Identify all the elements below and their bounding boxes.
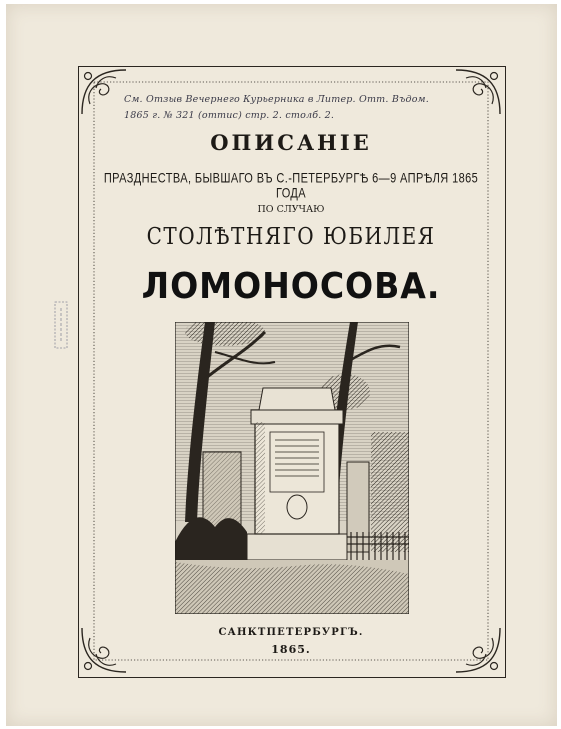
- imprint-city: САНКТПЕТЕРБУРГЪ.: [218, 627, 364, 638]
- title-occasion: ПО СЛУЧАЮ: [257, 204, 325, 215]
- imprint-year: 1865.: [271, 643, 311, 656]
- title-name: ЛОМОНОСОВА.: [141, 266, 441, 307]
- tomb-engraving-image: [175, 322, 409, 614]
- title-jubilee: СТОЛѢТНЯГО ЮБИЛЕЯ: [146, 222, 436, 250]
- handwritten-note-line-1: См. Отзыв Вечернего Курьерника в Литер. Отт. Въдом.: [124, 94, 429, 105]
- handwritten-note-line-2: 1865 г. № 321 (оттис) стр. 2. столб. 2.: [124, 110, 335, 121]
- title-heading: ОПИСАНІЕ: [210, 130, 372, 155]
- library-stamp: [52, 300, 70, 350]
- title-subtitle: ПРАЗДНЕСТВА, БЫВШАГО ВЪ С.-ПЕТЕРБУРГѢ 6—9 АПРѢЛЯ 1865 ГОДА: [103, 171, 479, 201]
- title-page: [6, 4, 557, 726]
